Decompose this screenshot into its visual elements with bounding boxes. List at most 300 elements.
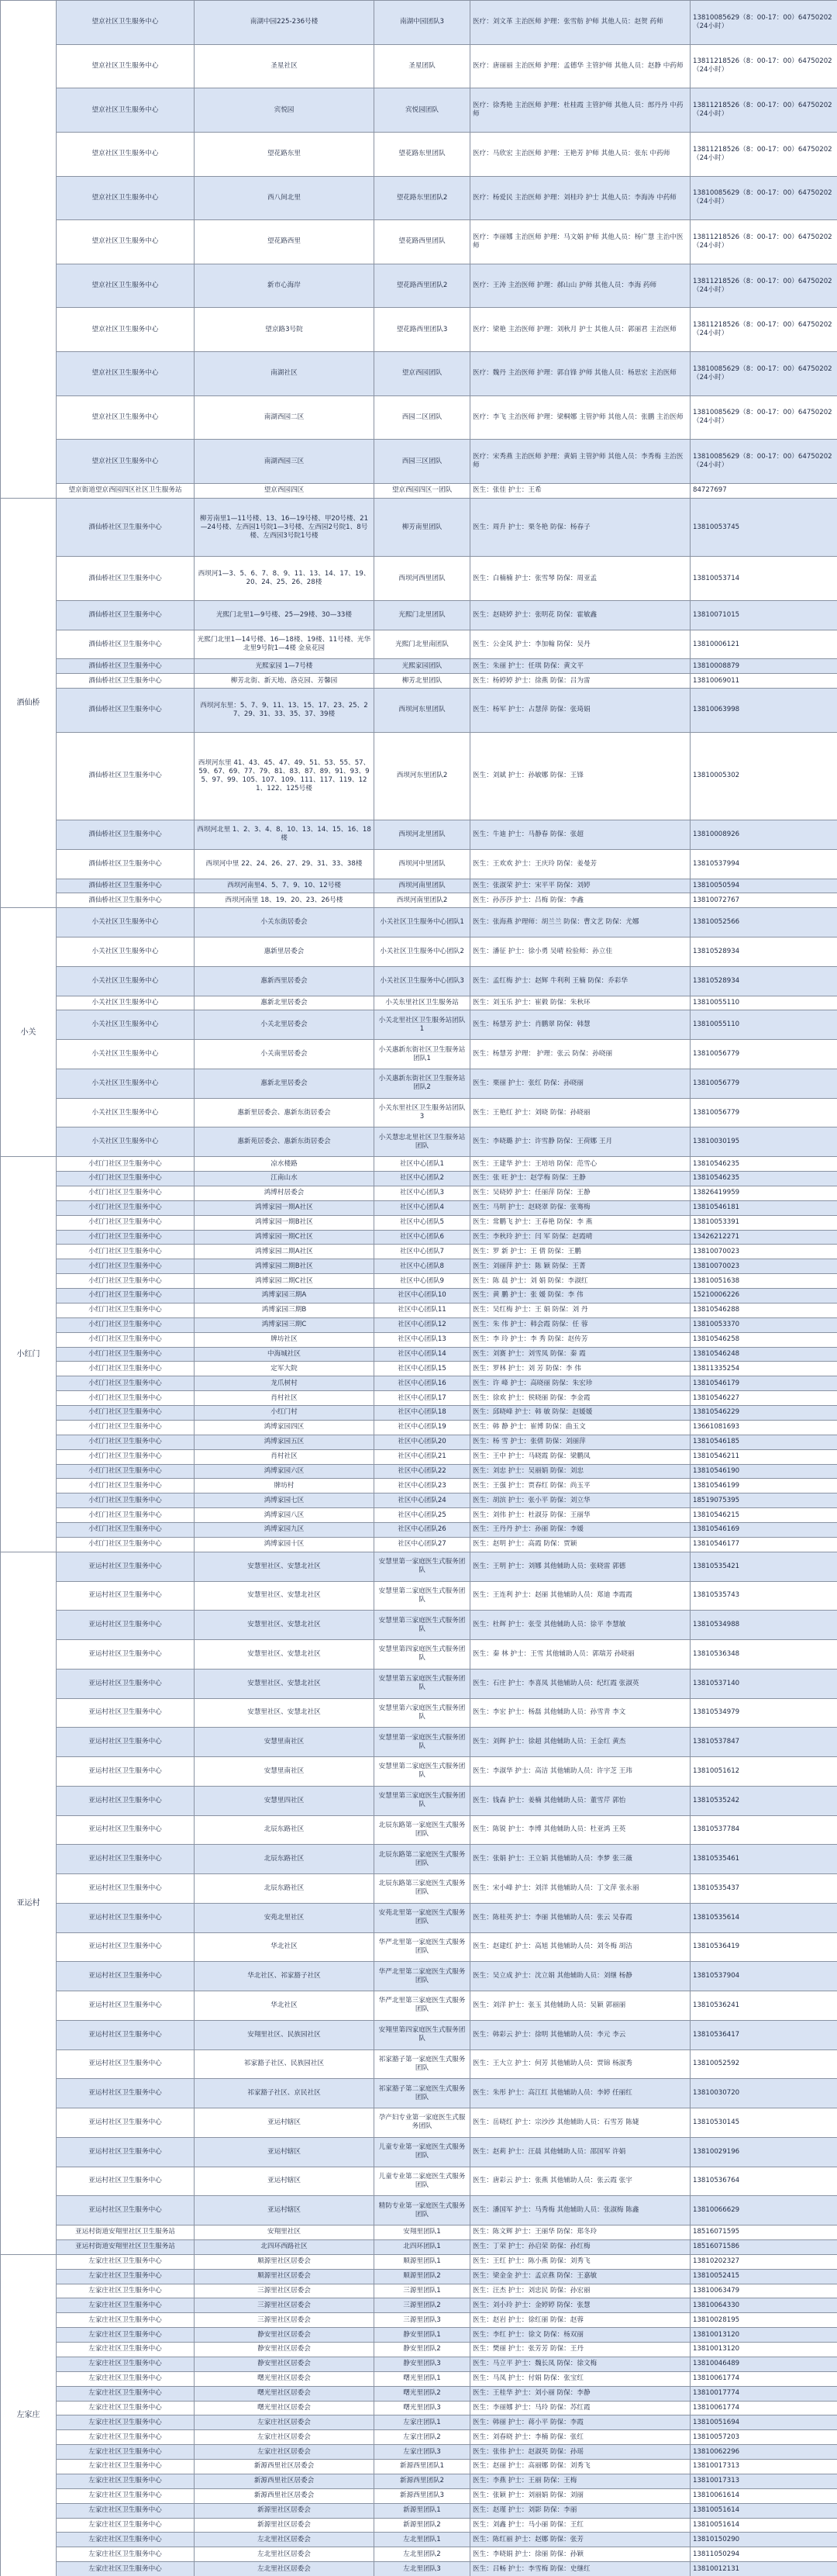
team-name-cell: 社区中心团队24 xyxy=(374,1493,470,1508)
center-name-cell: 小红门社区卫生服务中心 xyxy=(57,1200,195,1215)
community-cell: 新源西里社区居委会 xyxy=(195,2488,374,2503)
community-cell: 江南山水 xyxy=(195,1172,374,1186)
center-name-cell: 亚运村社区卫生服务中心 xyxy=(57,2049,195,2079)
community-cell: 鸿博家园一期C社区 xyxy=(195,1230,374,1245)
town-cell: 亚运村 xyxy=(1,1552,57,2254)
center-name-cell: 亚运村社区卫生服务中心 xyxy=(57,2137,195,2167)
table-row xyxy=(1,689,837,733)
center-name-cell: 酒仙桥社区卫生服务中心 xyxy=(57,674,195,689)
center-name-cell: 左家庄社区卫生服务中心 xyxy=(57,2328,195,2343)
team-members-cell: 医疗：唐丽丽 主治医师 护理：孟德华 主管护师 其他人员：赵静 中药师 xyxy=(470,44,691,88)
center-name-cell: 小红门社区卫生服务中心 xyxy=(57,1523,195,1538)
team-members-cell: 医生：王丹丹 护士：孙丽 防保：李媛 xyxy=(470,1523,691,1538)
community-cell: 华北社区 xyxy=(195,1991,374,2021)
team-members-cell: 医生：刘丽萍 护士：陈 颖 防保：王菁 xyxy=(470,1259,691,1274)
phone-cell: 13810546215 xyxy=(691,1508,837,1523)
center-name-cell: 亚运村社区卫生服务中心 xyxy=(57,1698,195,1728)
team-members-cell: 医生：栗丽 护士：张红 防保：孙晓丽 xyxy=(470,1069,691,1098)
team-members-cell: 医生：李淑华 护士：高洁 其他辅助人员：许宇芝 王玮 xyxy=(470,1757,691,1787)
center-name-cell: 亚运村社区卫生服务中心 xyxy=(57,2020,195,2049)
community-cell: 望京西园四区 xyxy=(195,483,374,498)
center-name-cell: 小红门社区卫生服务中心 xyxy=(57,1508,195,1523)
community-cell: 西坝河南里4、5、7、9、10、12号楼 xyxy=(195,879,374,893)
team-roster-body xyxy=(1,1,837,2576)
phone-cell: 13810534979 xyxy=(691,1698,837,1728)
team-members-cell: 医生：刘洋 护士：张玉 其他辅助人员：吴颖 郭丽丽 xyxy=(470,1991,691,2021)
team-name-cell: 左北里团队2 xyxy=(374,2547,470,2562)
center-name-cell: 酒仙桥社区卫生服务中心 xyxy=(57,893,195,908)
phone-cell: 13810537784 xyxy=(691,1815,837,1845)
phone-cell: 13811218526（8：00-17：00）64750202（24小时） xyxy=(691,308,837,352)
team-members-cell: 医生：马立平 护士：魏长凤 防保：徐文梅 xyxy=(470,2357,691,2371)
team-name-cell: 西坝河中里团队 xyxy=(374,849,470,879)
team-members-cell: 医生：张淑荣 护士：宋平平 防保：刘婷 xyxy=(470,879,691,893)
phone-cell: 13810085629（8：00-17：00）64750202（24小时） xyxy=(691,352,837,396)
team-members-cell: 医生：赵莉 护士：汪晨 其他辅助人员：邵国军 许娟 xyxy=(470,2137,691,2167)
phone-cell: 13810055110 xyxy=(691,1010,837,1040)
center-name-cell: 小关社区卫生服务中心 xyxy=(57,908,195,938)
community-cell: 新源西里社区居委会 xyxy=(195,2474,374,2488)
center-name-cell: 望京社区卫生服务中心 xyxy=(57,440,195,484)
team-members-cell: 医生：刘玉乐 护士：崔毅 防保：朱秋环 xyxy=(470,996,691,1010)
community-cell: 望花路西里 xyxy=(195,220,374,264)
community-cell: 三源里社区居委会 xyxy=(195,2284,374,2298)
community-cell: 曙光里社区居委会 xyxy=(195,2386,374,2401)
team-name-cell: 宾悦园团队 xyxy=(374,88,470,133)
community-cell: 惠新北里居委会 xyxy=(195,996,374,1010)
table-row xyxy=(1,2533,837,2547)
team-members-cell: 医生：邱晓峰 护士：韩 敏 防保：赵媛媛 xyxy=(470,1406,691,1421)
phone-cell: 13810070023 xyxy=(691,1245,837,1259)
team-name-cell: 左家庄团队3 xyxy=(374,2445,470,2460)
team-name-cell: 社区中心团队4 xyxy=(374,1200,470,1215)
phone-cell: 13810063479 xyxy=(691,2284,837,2298)
community-cell: 鸿博家园四区 xyxy=(195,1420,374,1435)
team-members-cell: 医生：秦 林 护士：王雪 其他辅助人员：郭瑞芳 孙晓丽 xyxy=(470,1640,691,1670)
phone-cell: 13810053745 xyxy=(691,498,837,557)
center-name-cell: 小红门社区卫生服务中心 xyxy=(57,1215,195,1230)
phone-cell: 13810072767 xyxy=(691,893,837,908)
phone-cell: 13810056779 xyxy=(691,1040,837,1069)
center-name-cell: 望京社区卫生服务中心 xyxy=(57,395,195,440)
phone-cell: 13810546235 xyxy=(691,1172,837,1186)
table-row xyxy=(1,352,837,396)
team-name-cell: 社区中心团队3 xyxy=(374,1186,470,1200)
center-name-cell: 左家庄社区卫生服务中心 xyxy=(57,2488,195,2503)
table-row xyxy=(1,2386,837,2401)
team-members-cell: 医疗：李丽娜 主治医师 护理：马文娟 护师 其他人员：杨广慧 主治中医师 xyxy=(470,220,691,264)
team-name-cell: 社区中心团队10 xyxy=(374,1289,470,1304)
table-row xyxy=(1,732,837,820)
phone-cell: 13810056779 xyxy=(691,1069,837,1098)
center-name-cell: 望京社区卫生服务中心 xyxy=(57,88,195,133)
team-members-cell: 医生：陈 晨 护士：刘 娟 防保：李淑红 xyxy=(470,1274,691,1289)
center-name-cell: 小红门社区卫生服务中心 xyxy=(57,1391,195,1406)
team-name-cell: 西坝河南里团队 xyxy=(374,879,470,893)
table-row xyxy=(1,1493,837,1508)
team-members-cell: 医生：黄 鹏 护士：张 媛 防保：李 伟 xyxy=(470,1289,691,1304)
center-name-cell: 酒仙桥社区卫生服务中心 xyxy=(57,849,195,879)
team-members-cell: 医疗：马欣宏 主治医师 护理：王艳芳 护师 其他人员：张东 中药师 xyxy=(470,132,691,176)
team-members-cell: 医生：李红 护士：徐文 防保：杨双丽 xyxy=(470,2328,691,2343)
phone-cell: 13810055110 xyxy=(691,996,837,1010)
team-name-cell: 安苑北里第一家庭医生式服务团队 xyxy=(374,1903,470,1932)
community-cell: 西坝河中里 22、24、26、27、29、31、33、38楼 xyxy=(195,849,374,879)
team-members-cell: 医生：赵瑾 护士：刘影 防保：李丽 xyxy=(470,2503,691,2518)
phone-cell: 13810546288 xyxy=(691,1303,837,1317)
center-name-cell: 小红门社区卫生服务中心 xyxy=(57,1157,195,1172)
table-row xyxy=(1,2488,837,2503)
community-cell: 静安里社区居委会 xyxy=(195,2343,374,2357)
phone-cell: 13810050594 xyxy=(691,879,837,893)
table-row xyxy=(1,2196,837,2226)
town-cell: 左家庄 xyxy=(1,2254,57,2576)
phone-cell: 13810546258 xyxy=(691,1332,837,1347)
team-members-cell: 医生：赵明 护士：高霞 防保：贾颖 xyxy=(470,1537,691,1552)
phone-cell: 13810536417 xyxy=(691,2020,837,2049)
community-cell: 曙光里社区居委会 xyxy=(195,2371,374,2386)
phone-cell: 13810046489 xyxy=(691,2357,837,2371)
community-cell: 左北里社区居委会 xyxy=(195,2547,374,2562)
center-name-cell: 小关社区卫生服务中心 xyxy=(57,996,195,1010)
team-name-cell: 望京西园四区一团队 xyxy=(374,483,470,498)
table-row xyxy=(1,440,837,484)
center-name-cell: 小红门社区卫生服务中心 xyxy=(57,1230,195,1245)
center-name-cell: 亚运村社区卫生服务中心 xyxy=(57,2108,195,2138)
table-row xyxy=(1,1200,837,1215)
phone-cell: 13810057203 xyxy=(691,2430,837,2445)
center-name-cell: 亚运村街道安翔里社区卫生服务站 xyxy=(57,2226,195,2240)
table-row xyxy=(1,308,837,352)
team-members-cell: 医生：王红 护士：陈小燕 防保：刘秀飞 xyxy=(470,2254,691,2269)
table-row xyxy=(1,1728,837,1757)
center-name-cell: 望京社区卫生服务中心 xyxy=(57,308,195,352)
phone-cell: 13810537904 xyxy=(691,1962,837,1991)
center-name-cell: 左家庄社区卫生服务中心 xyxy=(57,2298,195,2313)
phone-cell: 13810546199 xyxy=(691,1479,837,1493)
phone-cell: 13810051614 xyxy=(691,2503,837,2518)
team-name-cell: 望京西园团队 xyxy=(374,352,470,396)
community-cell: 鸿博家园三期B xyxy=(195,1303,374,1317)
team-name-cell: 望花路西里团队2 xyxy=(374,264,470,308)
team-name-cell: 社区中心团队12 xyxy=(374,1317,470,1332)
center-name-cell: 左家庄社区卫生服务中心 xyxy=(57,2357,195,2371)
table-row xyxy=(1,849,837,879)
team-name-cell: 左家庄团队2 xyxy=(374,2430,470,2445)
team-members-cell: 医生：吕畅 护士：李雪梅 防保：史继红 xyxy=(470,2562,691,2576)
table-row xyxy=(1,1172,837,1186)
team-name-cell: 光熙门北里团队 xyxy=(374,600,470,630)
center-name-cell: 左家庄社区卫生服务中心 xyxy=(57,2518,195,2533)
community-cell: 西坝河北里 1、2、3、4、8、10、13、14、15、16、18楼 xyxy=(195,820,374,850)
table-row xyxy=(1,938,837,967)
table-row xyxy=(1,1215,837,1230)
phone-cell: 13426212271 xyxy=(691,1230,837,1245)
table-row xyxy=(1,1845,837,1874)
center-name-cell: 小红门社区卫生服务中心 xyxy=(57,1245,195,1259)
team-members-cell: 医生：潘征 护士：徐小勇 吴晴 检验师：孙立佳 xyxy=(470,938,691,967)
table-row xyxy=(1,1069,837,1098)
table-row xyxy=(1,1537,837,1552)
team-name-cell: 光熙门北里南团队 xyxy=(374,630,470,659)
community-cell: 宾悦园 xyxy=(195,88,374,133)
phone-cell: 13810028195 xyxy=(691,2313,837,2328)
table-row xyxy=(1,2430,837,2445)
center-name-cell: 亚运村社区卫生服务中心 xyxy=(57,1815,195,1845)
center-name-cell: 左家庄社区卫生服务中心 xyxy=(57,2415,195,2430)
center-name-cell: 左家庄社区卫生服务中心 xyxy=(57,2254,195,2269)
center-name-cell: 小红门社区卫生服务中心 xyxy=(57,1449,195,1464)
team-name-cell: 小关社区卫生服务中心团队2 xyxy=(374,938,470,967)
center-name-cell: 望京社区卫生服务中心 xyxy=(57,264,195,308)
team-name-cell: 华严北里第一家庭医生式服务团队 xyxy=(374,1932,470,1962)
table-row xyxy=(1,1406,837,1421)
community-cell: 惠新苑居委会、惠新东街居委会 xyxy=(195,1127,374,1157)
community-cell: 西坝河1—3、5、6、7、8、9、11、13、14、17、19、20、24、25、26、28楼 xyxy=(195,557,374,601)
team-members-cell: 医生：刘春晓 护士：李楠 防保：张红 xyxy=(470,2430,691,2445)
phone-cell: 13810536419 xyxy=(691,1932,837,1962)
phone-cell: 13810013120 xyxy=(691,2328,837,2343)
center-name-cell: 小关社区卫生服务中心 xyxy=(57,1069,195,1098)
community-cell: 亚运村辖区 xyxy=(195,2137,374,2167)
phone-cell: 13810052415 xyxy=(691,2269,837,2284)
center-name-cell: 亚运村社区卫生服务中心 xyxy=(57,2196,195,2226)
center-name-cell: 左家庄社区卫生服务中心 xyxy=(57,2269,195,2284)
center-name-cell: 亚运村社区卫生服务中心 xyxy=(57,1903,195,1932)
team-name-cell: 望花路西里团队3 xyxy=(374,308,470,352)
center-name-cell: 小红门社区卫生服务中心 xyxy=(57,1332,195,1347)
team-name-cell: 社区中心团队19 xyxy=(374,1420,470,1435)
community-cell: 鸿博家园七区 xyxy=(195,1493,374,1508)
phone-cell: 13810061614 xyxy=(691,2488,837,2503)
table-row xyxy=(1,1815,837,1845)
phone-cell: 13810536241 xyxy=(691,1991,837,2021)
community-cell: 北辰东路社区 xyxy=(195,1874,374,1904)
team-members-cell: 医生：吴立成 护士：沈立娟 其他辅助人员：刘继 杨静 xyxy=(470,1962,691,1991)
team-name-cell: 安慧里第六家庭医生式服务团队 xyxy=(374,1698,470,1728)
phone-cell: 13810537847 xyxy=(691,1728,837,1757)
table-row xyxy=(1,630,837,659)
center-name-cell: 左家庄社区卫生服务中心 xyxy=(57,2533,195,2547)
community-cell: 西坝河东里 41、43、45、47、49、51、53、55、57、59、67、69、77、79、81、83、87、89、91、93、95、97、99、105、107、109、111、117、119、121、122、125号楼 xyxy=(195,732,374,820)
phone-cell: 13810006121 xyxy=(691,630,837,659)
team-members-cell: 医生：李燕 护士：王丽 防保：王梅 xyxy=(470,2474,691,2488)
table-row xyxy=(1,1874,837,1904)
team-members-cell: 医生：杜辉 护士：张莹 其他辅助人员：徐平 李慧敏 xyxy=(470,1611,691,1640)
team-members-cell: 医生：樊丽 护士：张芳芳 防保：王丹 xyxy=(470,2343,691,2357)
team-members-cell: 医生：刘小玲 护士：金婷婷 防保：张慧 xyxy=(470,2298,691,2313)
team-name-cell: 北辰东路第一家庭医生式服务团队 xyxy=(374,1815,470,1845)
table-row xyxy=(1,1640,837,1670)
team-members-cell: 医生：李晓娟 护士：徐丽 防保：孙颖 xyxy=(470,2547,691,2562)
table-row xyxy=(1,498,837,557)
team-name-cell: 社区中心团队11 xyxy=(374,1303,470,1317)
phone-cell: 13810536764 xyxy=(691,2167,837,2196)
center-name-cell: 亚运村社区卫生服务中心 xyxy=(57,1581,195,1611)
community-cell: 静安里社区居委会 xyxy=(195,2357,374,2371)
team-name-cell: 小关东里社区卫生服务站 xyxy=(374,996,470,1010)
community-cell: 望花路东里 xyxy=(195,132,374,176)
team-name-cell: 社区中心团队7 xyxy=(374,1245,470,1259)
team-name-cell: 新源西里团队1 xyxy=(374,2460,470,2474)
team-name-cell: 安慧里第四家庭医生式服务团队 xyxy=(374,1640,470,1670)
team-members-cell: 医生：周升 护士：栗冬艳 防保：杨春子 xyxy=(470,498,691,557)
table-row xyxy=(1,996,837,1010)
table-row xyxy=(1,1317,837,1332)
center-name-cell: 小红门社区卫生服务中心 xyxy=(57,1493,195,1508)
team-members-cell: 医生：孙莎莎 护士：吕梅 防保：李鑫 xyxy=(470,893,691,908)
team-members-cell: 医生：刘伟 护士：杜淑芬 防保：王丽华 xyxy=(470,1508,691,1523)
table-row xyxy=(1,879,837,893)
community-cell: 北辰东路社区 xyxy=(195,1815,374,1845)
team-members-cell: 医生：王连利 护士：赵丽 其他辅助人员：郑迪 李霞霞 xyxy=(470,1581,691,1611)
team-name-cell: 安翔里团队1 xyxy=(374,2226,470,2240)
team-members-cell: 医生：王明 护士：刘娜 其他辅助人员：张晓雷 郭德 xyxy=(470,1552,691,1581)
team-name-cell: 社区中心团队2 xyxy=(374,1172,470,1186)
table-row xyxy=(1,2079,837,2108)
team-name-cell: 北辰东路第二家庭医生式服务团队 xyxy=(374,1845,470,1874)
phone-cell: 13810053370 xyxy=(691,1317,837,1332)
team-members-cell: 医生：韩 静 护士：崔博 防保：曲玉文 xyxy=(470,1420,691,1435)
table-row xyxy=(1,2518,837,2533)
community-cell: 柳芳南里1—11号楼、13、16—19号楼、甲20号楼、21—24号楼、左西园1号院1—3号楼、左西园2号院1、8号楼、左西园3号院1号楼 xyxy=(195,498,374,557)
community-cell: 西八间北里 xyxy=(195,176,374,220)
center-name-cell: 小关社区卫生服务中心 xyxy=(57,1098,195,1127)
team-members-cell: 医生：徐欢 护士：侯晓丽 防保：李金霞 xyxy=(470,1391,691,1406)
table-row xyxy=(1,966,837,996)
team-members-cell: 医生：常鹏飞 护士：王春艳 防保：李 燕 xyxy=(470,1215,691,1230)
team-members-cell: 医疗：宋秀燕 主治医师 护理：黄娟 主管护师 其他人员：李秀梅 主治医师 xyxy=(470,440,691,484)
table-row xyxy=(1,1376,837,1391)
team-members-cell: 医生：刘赛 护士：刘雪凤 防保：秦 霞 xyxy=(470,1347,691,1362)
team-members-cell: 医生：张伟 护士：赵淑英 防保：孙瑶 xyxy=(470,2445,691,2460)
phone-cell: 13661081693 xyxy=(691,1420,837,1435)
community-cell: 北辰东路社区 xyxy=(195,1845,374,1874)
phone-cell: 13810030195 xyxy=(691,1127,837,1157)
team-name-cell: 左北里团队1 xyxy=(374,2533,470,2547)
table-row xyxy=(1,1962,837,1991)
team-name-cell: 安慧里第一家庭医生式服务团队 xyxy=(374,1728,470,1757)
team-members-cell: 医生：李宏 护士：杨磊 其他辅助人员：孙雪青 李文 xyxy=(470,1698,691,1728)
team-name-cell: 安慧里第一家庭医生式服务团队 xyxy=(374,1552,470,1581)
center-name-cell: 左家庄社区卫生服务中心 xyxy=(57,2474,195,2488)
table-row xyxy=(1,2137,837,2167)
table-row xyxy=(1,1903,837,1932)
community-cell: 安慧里社区、安慧北社区 xyxy=(195,1669,374,1698)
team-members-cell: 医生：岳晓红 护士：宗沙沙 其他辅助人员：石雪芳 陈婕 xyxy=(470,2108,691,2138)
community-cell: 鸿博家园五区 xyxy=(195,1435,374,1449)
community-cell: 肖村社区 xyxy=(195,1449,374,1464)
center-name-cell: 左家庄社区卫生服务中心 xyxy=(57,2460,195,2474)
community-cell: 鸿博家园六区 xyxy=(195,1464,374,1479)
table-row xyxy=(1,1523,837,1538)
phone-cell: 13810546235 xyxy=(691,1157,837,1172)
center-name-cell: 小红门社区卫生服务中心 xyxy=(57,1435,195,1449)
center-name-cell: 望京社区卫生服务中心 xyxy=(57,352,195,396)
team-name-cell: 社区中心团队6 xyxy=(374,1230,470,1245)
team-name-cell: 静安里团队1 xyxy=(374,2328,470,2343)
team-members-cell: 医生：潘国军 护士：马秀梅 其他辅助人员：张淑梅 陈鑫 xyxy=(470,2196,691,2226)
table-row xyxy=(1,600,837,630)
team-members-cell: 医生：杨慧芳 护理： 护理：张云 防保：孙晓丽 xyxy=(470,1040,691,1069)
community-cell: 望京路3号院 xyxy=(195,308,374,352)
team-members-cell: 医生：钱森 护士：姜楠 其他辅助人员：董雪芹 郭怡 xyxy=(470,1786,691,1815)
community-cell: 柳芳北街、新天地、洛克园、芳馨园 xyxy=(195,674,374,689)
phone-cell: 13810008926 xyxy=(691,820,837,850)
community-cell: 新源里社区居委会 xyxy=(195,2518,374,2533)
table-row xyxy=(1,1,837,45)
community-cell: 小关北里居委会 xyxy=(195,1010,374,1040)
community-cell: 安慧里社区、安慧北社区 xyxy=(195,1581,374,1611)
team-members-cell: 医生：陈桂英 护士：李丽 其他辅助人员：张云 吴春霞 xyxy=(470,1903,691,1932)
team-members-cell: 医生：朱彤 护士：高江红 其他辅助人员：李婷 任丽红 xyxy=(470,2079,691,2108)
team-members-cell: 医生：陈文辉 护士：王丽华 防保：郑冬玲 xyxy=(470,2226,691,2240)
phone-cell: 13810051638 xyxy=(691,1274,837,1289)
table-row xyxy=(1,2371,837,2386)
phone-cell: 15210006226 xyxy=(691,1289,837,1304)
center-name-cell: 小红门社区卫生服务中心 xyxy=(57,1347,195,1362)
team-name-cell: 社区中心团队25 xyxy=(374,1508,470,1523)
table-row xyxy=(1,1786,837,1815)
community-cell: 顺源里社区居委会 xyxy=(195,2269,374,2284)
team-name-cell: 三源里团队2 xyxy=(374,2298,470,2313)
team-name-cell: 小关社区卫生服务中心团队1 xyxy=(374,908,470,938)
center-name-cell: 小关社区卫生服务中心 xyxy=(57,1127,195,1157)
community-cell: 光熙门北里1—9号楼、25—29楼、30—33楼 xyxy=(195,600,374,630)
town-cell: 小红门 xyxy=(1,1157,57,1552)
center-name-cell: 酒仙桥社区卫生服务中心 xyxy=(57,630,195,659)
team-name-cell: 南湖中园团队3 xyxy=(374,1,470,45)
table-row xyxy=(1,1391,837,1406)
table-row xyxy=(1,2108,837,2138)
team-name-cell: 左北里团队3 xyxy=(374,2562,470,2576)
team-members-cell: 医生：陈锐 护士：李博 其他辅助人员：杜亚鸿 王英 xyxy=(470,1815,691,1845)
phone-cell: 13810064330 xyxy=(691,2298,837,2313)
center-name-cell: 望京社区卫生服务中心 xyxy=(57,132,195,176)
team-members-cell: 医生：张海燕 护理师：胡兰兰 防保：曹文艺 防保：尤娜 xyxy=(470,908,691,938)
community-cell: 小关南里居委会 xyxy=(195,1040,374,1069)
team-name-cell: 安慧里第三家庭医生式服务团队 xyxy=(374,1786,470,1815)
team-name-cell: 西坝河东里团队 xyxy=(374,689,470,733)
community-cell: 惠新北里居委会 xyxy=(195,1069,374,1098)
center-name-cell: 亚运村社区卫生服务中心 xyxy=(57,1874,195,1904)
team-name-cell: 顺源里团队1 xyxy=(374,2254,470,2269)
phone-cell: 13810017313 xyxy=(691,2460,837,2474)
team-members-cell: 医生：公金凤 护士：李加翰 防保：吴丹 xyxy=(470,630,691,659)
team-members-cell: 医生：赵岩 护士：徐红丽 防保：赵蓉 xyxy=(470,2313,691,2328)
phone-cell: 13810535743 xyxy=(691,1581,837,1611)
team-name-cell: 西坝河北里团队 xyxy=(374,820,470,850)
team-members-cell: 医疗：徐秀艳 主治医师 护理：杜桂霞 主管护师 其他人员：郎丹丹 中药师 xyxy=(470,88,691,133)
team-members-cell: 医生：李秋玲 护士：闫 军 防保：赵霞晴 xyxy=(470,1230,691,1245)
phone-cell: 13810062296 xyxy=(691,2445,837,2460)
team-name-cell: 社区中心团队17 xyxy=(374,1391,470,1406)
table-row xyxy=(1,820,837,850)
center-name-cell: 小关社区卫生服务中心 xyxy=(57,966,195,996)
table-row xyxy=(1,2167,837,2196)
phone-cell: 13810056779 xyxy=(691,1098,837,1127)
table-row xyxy=(1,2562,837,2576)
team-name-cell: 静安里团队2 xyxy=(374,2343,470,2357)
community-cell: 惠新西里居委会 xyxy=(195,966,374,996)
table-row xyxy=(1,1698,837,1728)
phone-cell: 13810017774 xyxy=(691,2386,837,2401)
phone-cell: 13811218526（8：00-17：00）64750202（24小时） xyxy=(691,44,837,88)
table-row xyxy=(1,1259,837,1274)
team-name-cell: 社区中心团队9 xyxy=(374,1274,470,1289)
table-row xyxy=(1,483,837,498)
table-row xyxy=(1,132,837,176)
